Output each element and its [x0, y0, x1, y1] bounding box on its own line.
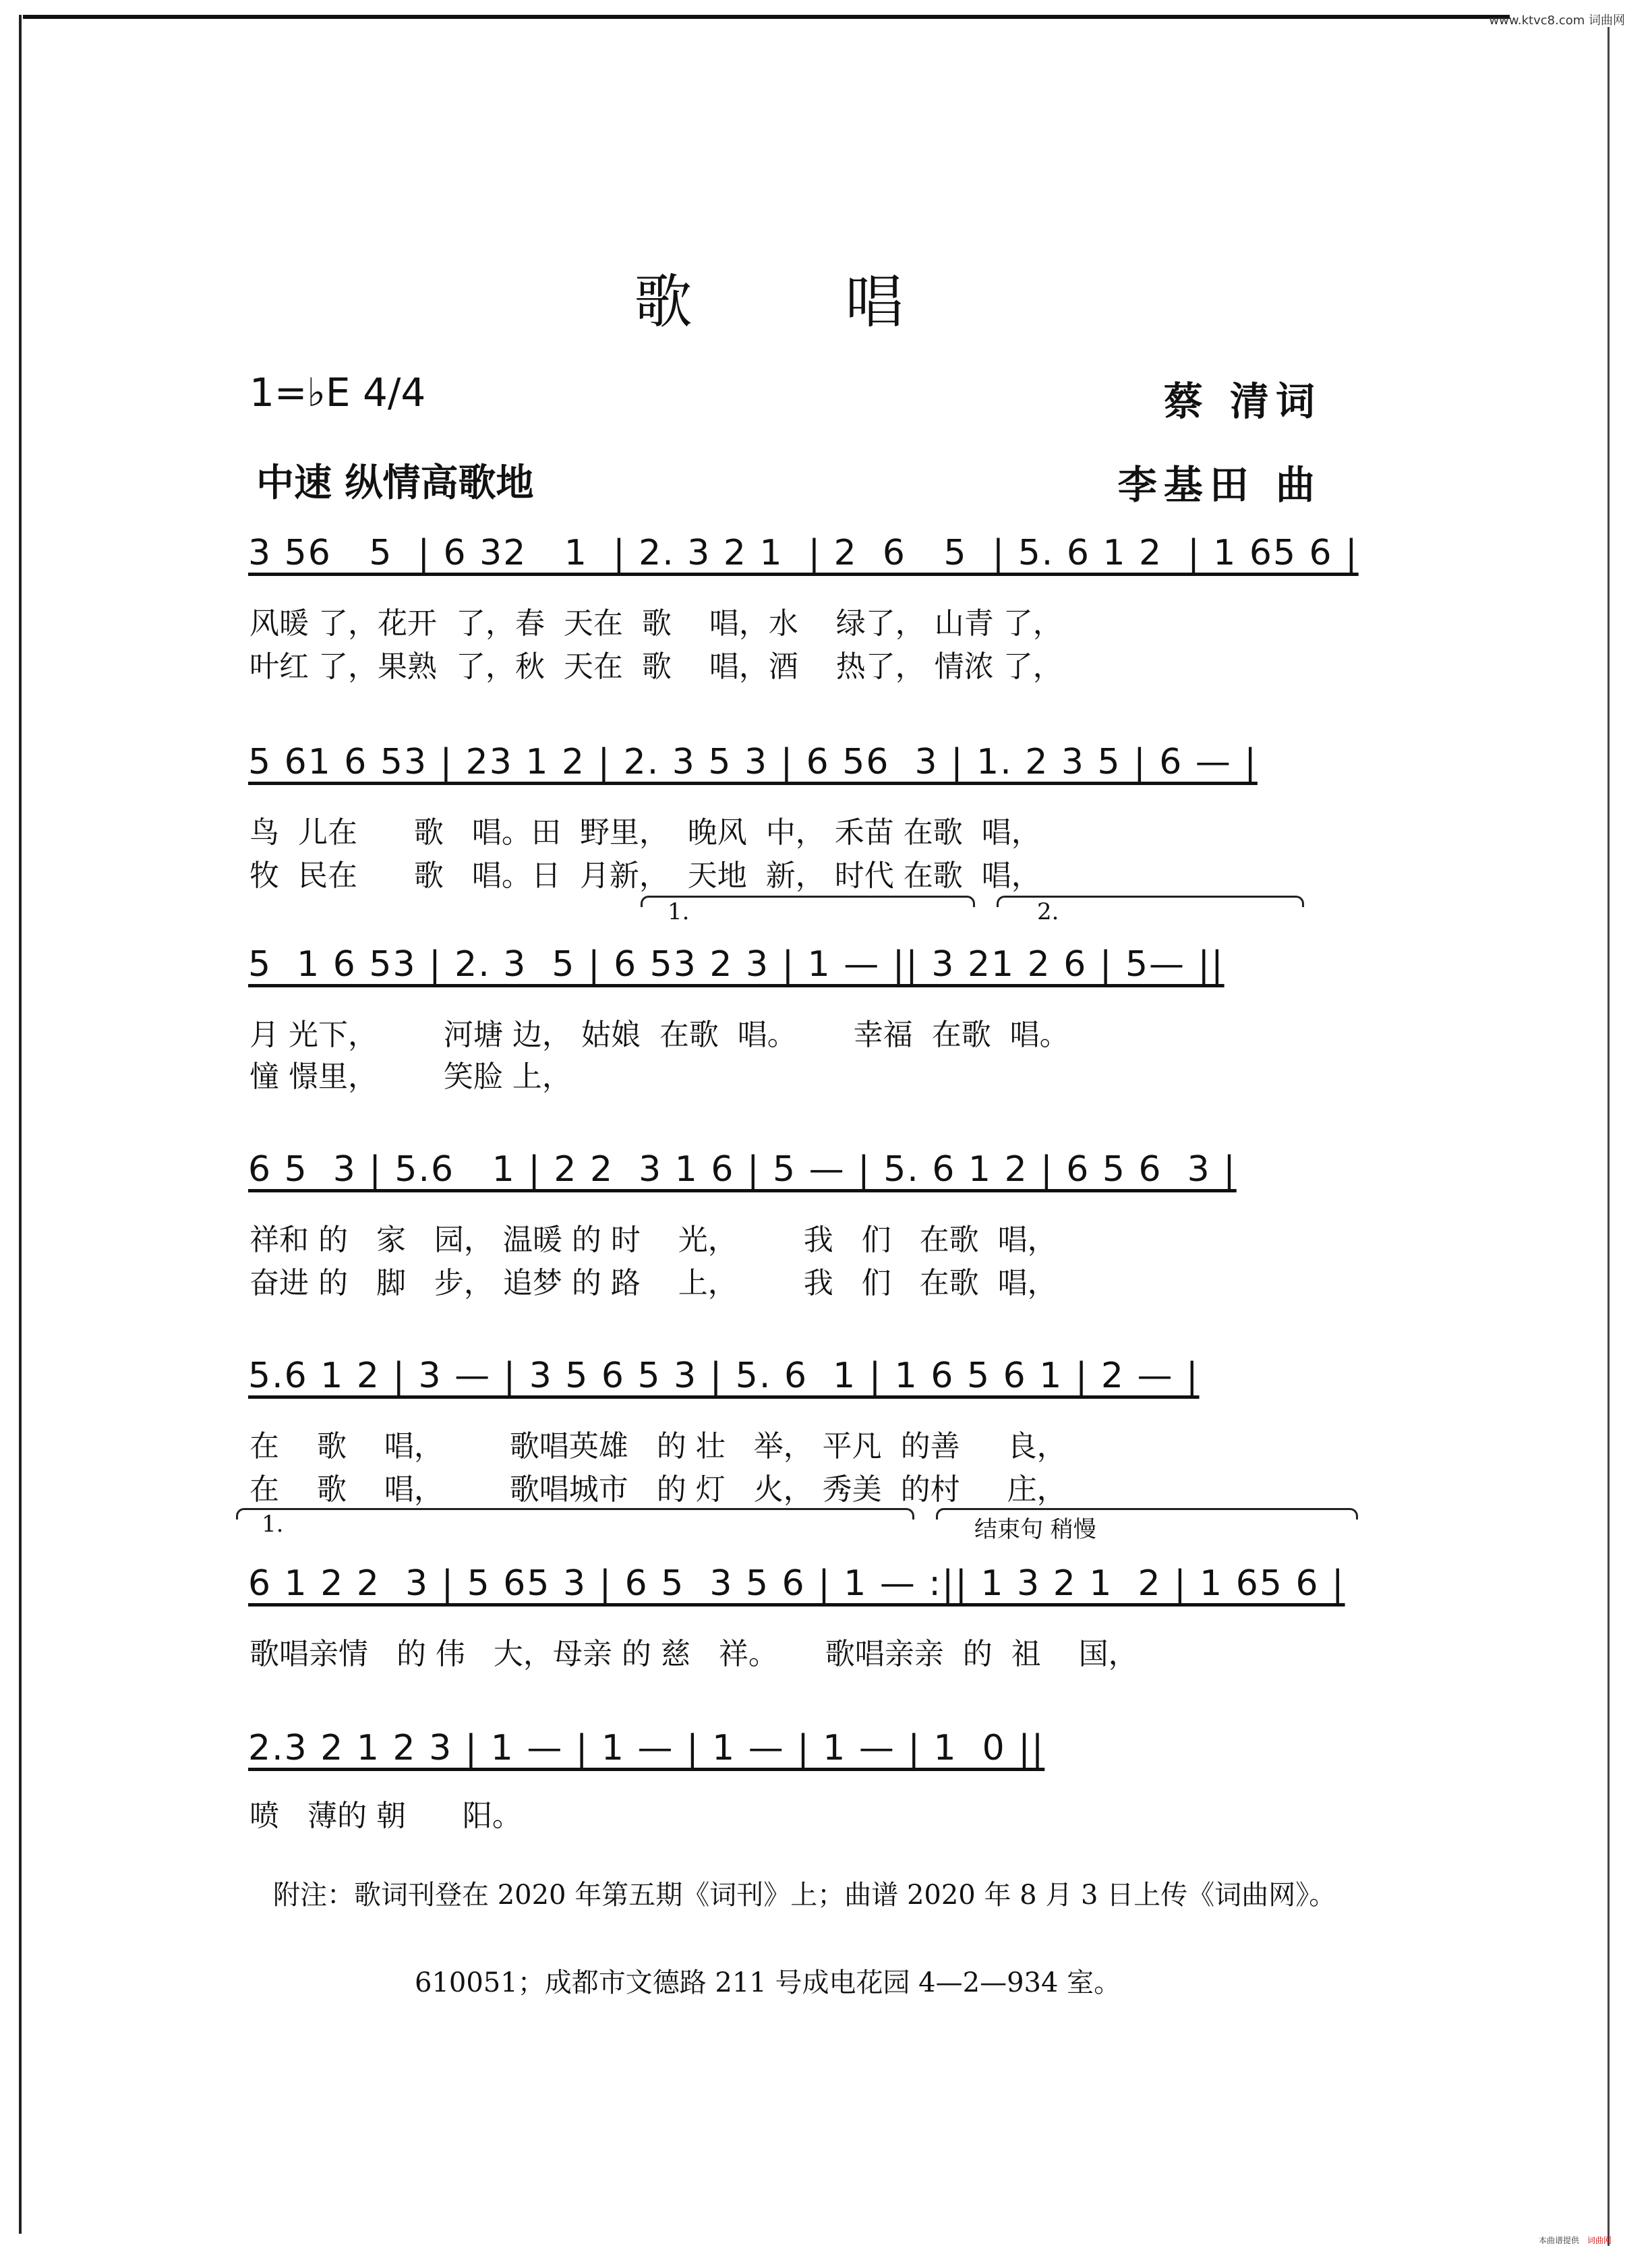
- notation-line-6: 6 1 2 2 3 | 5 65 3 | 6 5 3 5 6 | 1 — :|| 1 3 2 1 2 | 1 65 6 |: [248, 1563, 1345, 1604]
- volta-bracket-1: [641, 896, 975, 907]
- volta-label-2: 2.: [1037, 898, 1059, 925]
- lyricist-credit: 蔡 清词: [1163, 378, 1322, 424]
- footnote: 附注：歌词刊登在 2020 年第五期《词刊》上；曲谱 2020 年 8 月 3 日上传《词曲网》。: [273, 1880, 1336, 1911]
- bottom-watermark-text: 本曲谱提供: [1538, 2236, 1579, 2245]
- notation-line-1: 3 56 5 | 6 32 1 | 2. 3 2 1 | 2 6 5 | 5. 6 1 2 | 1 65 6 |: [248, 533, 1359, 573]
- lyric-line-1a: 风暖 了，花开 了，春 天在 歌 唱，水 绿了， 山青 了，: [249, 606, 1063, 641]
- notation-line-2: 5 61 6 53 | 23 1 2 | 2. 3 5 3 | 6 56 3 | 1. 2 3 5 | 6 — |: [248, 742, 1258, 782]
- volta-bracket-3: [236, 1508, 914, 1519]
- bottom-watermark-red: 词曲网: [1587, 2236, 1612, 2245]
- site-watermark: www.ktvc8.com 词曲网: [1489, 13, 1625, 28]
- volta-label-1: 1.: [668, 898, 690, 925]
- lyric-line-4b: 奋进 的 脚 步， 追梦 的 路 上， 我 们 在歌 唱，: [249, 1266, 1057, 1300]
- composer-credit: 李基田 曲: [1117, 462, 1322, 508]
- notation-line-4: 6 5 3 | 5.6 1 | 2 2 3 1 6 | 5 — | 5. 6 1 2 | 6 5 6 3 |: [248, 1149, 1237, 1190]
- top-rule: [23, 15, 1510, 19]
- key-signature: 1=♭E 4/4: [249, 370, 426, 415]
- lyric-line-3b: 憧 憬里， 笑脸 上，: [249, 1060, 572, 1094]
- lyric-line-5a: 在 歌 唱， 歌唱英雄 的 壮 举， 平凡 的善 良，: [249, 1429, 1067, 1464]
- right-rule: [1607, 27, 1610, 2246]
- lyric-line-1b: 叶红 了，果熟 了，秋 天在 歌 唱，酒 热了， 情浓 了，: [249, 649, 1063, 684]
- notation-line-5: 5.6 1 2 | 3 — | 3 5 6 5 3 | 5. 6 1 | 1 6 5 6 1 | 2 — |: [248, 1356, 1200, 1396]
- address: 610051；成都市文德路 211 号成电花园 4—2—934 室。: [415, 1967, 1121, 1998]
- volta-label-3: 1.: [262, 1511, 284, 1538]
- lyric-line-6a: 歌唱亲情 的 伟 大，母亲 的 慈 祥。 歌唱亲亲 的 祖 国，: [249, 1637, 1138, 1671]
- bottom-watermark: [1539, 2234, 1612, 2246]
- ending-label: 结束句 稍慢: [974, 1516, 1096, 1543]
- lyric-line-2b: 牧 民在 歌 唱。日 月新， 天地 新， 时代 在歌 唱，: [249, 859, 1041, 893]
- lyric-line-2a: 鸟 儿在 歌 唱。田 野里， 晚风 中， 禾苗 在歌 唱，: [249, 815, 1041, 850]
- notation-line-3: 5 1 6 53 | 2. 3 5 | 6 53 2 3 | 1 — || 3 21 2 6 | 5— ||: [248, 944, 1225, 985]
- lyric-line-3a: 月 光下， 河塘 边， 姑娘 在歌 唱。 幸福 在歌 唱。: [249, 1018, 1069, 1052]
- lyric-line-5b: 在 歌 唱， 歌唱城市 的 灯 火， 秀美 的村 庄，: [249, 1472, 1067, 1507]
- notation-line-7: 2.3 2 1 2 3 | 1 — | 1 — | 1 — | 1 — | 1 0 ||: [248, 1728, 1045, 1768]
- left-rule: [19, 15, 22, 2234]
- lyric-line-7a: 喷 薄的 朝 阳。: [249, 1799, 522, 1833]
- song-title: 歌 唱: [634, 268, 971, 336]
- tempo-marking: 中速 纵情高歌地: [256, 461, 534, 505]
- lyric-line-4a: 祥和 的 家 园， 温暖 的 时 光， 我 们 在歌 唱，: [249, 1223, 1057, 1257]
